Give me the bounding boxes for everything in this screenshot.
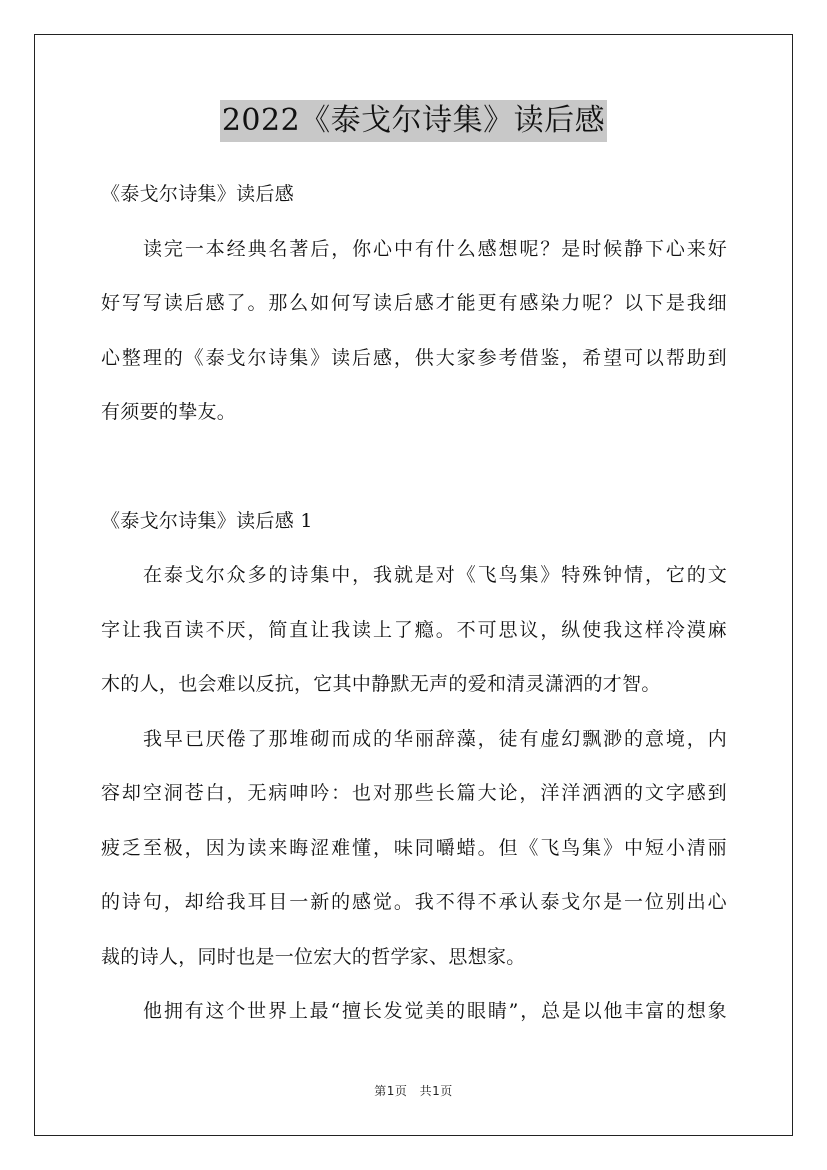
document-title: 2022《泰戈尔诗集》读后感 bbox=[220, 100, 607, 142]
intro-line-3: 心整理的《泰戈尔诗集》读后感，供大家参考借鉴，希望可以帮助到 bbox=[101, 346, 727, 369]
paragraph1-line-1: 在泰戈尔众多的诗集中，我就是对《飞鸟集》特殊钟情，它的文 bbox=[143, 564, 727, 586]
page-footer bbox=[0, 1082, 827, 1099]
paragraph3-line-1: 他拥有这个世界上最“擅长发觉美的眼睛”，总是以他丰富的想象 bbox=[143, 1000, 727, 1022]
title-area bbox=[0, 100, 827, 142]
intro-line-1: 读完一本经典名著后，你心中有什么感想呢？是时候静下心来好 bbox=[143, 237, 727, 260]
paragraph2-line-4: 的诗句，却给我耳目一新的感觉。我不得不承认泰戈尔是一位别出心 bbox=[101, 891, 727, 913]
paragraph2-line-1: 我早已厌倦了那堆砌而成的华丽辞藻，徒有虚幻飘渺的意境，内 bbox=[143, 727, 727, 750]
page-total: 共1页 bbox=[419, 1084, 453, 1098]
intro-line-2: 好写写读后感了。那么如何写读后感才能更有感染力呢？以下是我细 bbox=[101, 292, 727, 314]
paragraph2-line-3: 疲乏至极，因为读来晦涩难懂，味同嚼蜡。但《飞鸟集》中短小清丽 bbox=[101, 836, 727, 859]
document-body bbox=[101, 176, 727, 1048]
heading: 《泰戈尔诗集》读后感 bbox=[101, 183, 295, 205]
paragraph2-line-5: 裁的诗人，同时也是一位宏大的哲学家、思想家。 bbox=[101, 945, 526, 968]
page-current: 第1页 bbox=[374, 1084, 408, 1098]
paragraph1-line-3: 木的人，也会难以反抗，它其中静默无声的爱和清灵潇洒的才智。 bbox=[101, 673, 661, 695]
intro-line-4: 有须要的挚友。 bbox=[101, 401, 237, 423]
section-heading: 《泰戈尔诗集》读后感 1 bbox=[101, 509, 313, 532]
paragraph1-line-2: 字让我百读不厌，简直让我读上了瘾。不可思议，纵使我这样冷漠麻 bbox=[101, 618, 727, 641]
paragraph2-line-2: 容却空洞苍白，无病呻吟：也对那些长篇大论，洋洋洒洒的文字感到 bbox=[101, 782, 727, 804]
section-gap bbox=[101, 449, 727, 503]
